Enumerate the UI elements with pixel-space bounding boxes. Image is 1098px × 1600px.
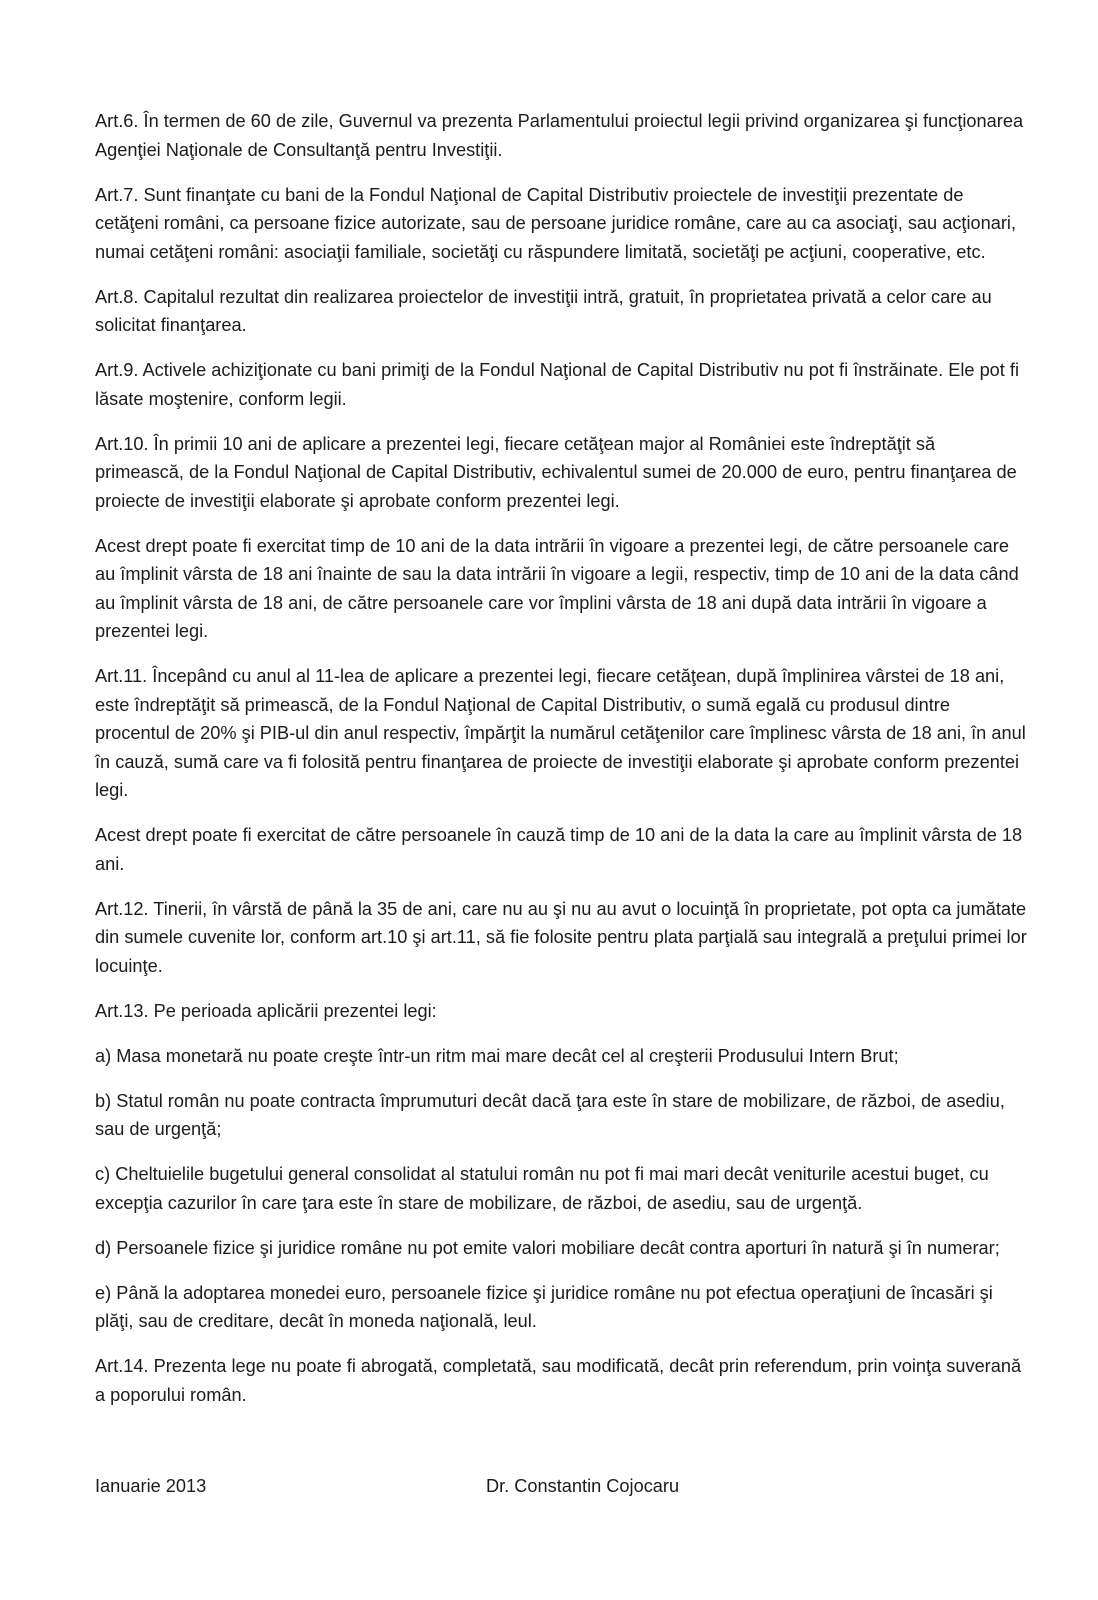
paragraph-art13-c: c) Cheltuielile bugetului general consolidat al statului român nu pot fi mai mari decât veniturile acestui buget, cu excepţia cazurilor în care ţara este în stare de mobilizare, de război, de asediu, sau de urgenţă.	[95, 1164, 989, 1213]
paragraph-art8: Art.8. Capitalul rezultat din realizarea proiectelor de investiţii intră, gratuit, în proprietatea privată a celor care au solicitat finanţarea.	[95, 286, 992, 335]
paragraph-art11: Art.11. Începând cu anul al 11-lea de aplicare a prezentei legi, fiecare cetăţean, după împlinirea vârstei de 18 ani, este îndreptăţit să primească, de la Fondul Naţional de Capital Distributiv, o sumă egală cu produsul dintre procentul de 20% şi PIB-ul din anul respectiv, împărţit la numărul cetăţenilor care împlinesc vârsta de 18 ani, în anul în cauză, sumă care va fi folosită pentru finanţarea de proiecte de investiţii elaborate şi aprobate conform prezentei legi.	[95, 666, 1026, 800]
paragraph-art6: Art.6. În termen de 60 de zile, Guvernul va prezenta Parlamentului proiectul legii privind organizarea şi funcţionarea Agenţiei Naţionale de Consultanţă pentru Investiţii.	[95, 111, 1024, 160]
paragraph-art11-continued: Acest drept poate fi exercitat de către persoanele în cauză timp de 10 ani de la data la care au împlinit vârsta de 18 ani.	[95, 825, 1023, 874]
paragraph-art13: Art.13. Pe perioada aplicării prezentei legi:	[95, 1000, 437, 1021]
paragraph-art13-b: b) Statul român nu poate contracta împrumuturi decât dacă ţara este în stare de mobilizare, de război, de asediu, sau de urgenţă;	[95, 1090, 1005, 1139]
footer-date: Ianuarie 2013	[95, 1476, 207, 1496]
paragraph-art10: Art.10. În primii 10 ani de aplicare a prezentei legi, fiecare cetăţean major al României este îndreptăţit să primească, de la Fondul Naţional de Capital Distributiv, echivalentul sumei de 20.000 de euro, pentru finanţarea de proiecte de investiţii elaborate şi aprobate conform prezentei legi.	[95, 433, 1017, 511]
paragraph-art9: Art.9. Activele achiziţionate cu bani primiţi de la Fondul Naţional de Capital Distributiv nu pot fi înstrăinate. Ele pot fi lăsate moştenire, conform legii.	[95, 360, 1020, 409]
footer-author: Dr. Constantin Cojocaru	[486, 1476, 680, 1496]
paragraph-art13-d: d) Persoanele fizice şi juridice române nu pot emite valori mobiliare decât contra aporturi în natură şi în numerar;	[95, 1237, 1000, 1258]
paragraph-art13-e: e) Până la adoptarea monedei euro, persoanele fizice şi juridice române nu pot efectua operaţiuni de încasări şi plăţi, sau de creditare, decât în moneda naţională, leul.	[95, 1282, 993, 1331]
paragraph-art10-continued: Acest drept poate fi exercitat timp de 10 ani de la data intrării în vigoare a prezentei legi, de către persoanele care au împlinit vârsta de 18 ani înainte de sau la data intrării în vigoare a legii, respectiv, timp de 10 ani de la data când au împlinit vârsta de 18 ani, de către persoanele care vor împlini vârsta de 18 ani după data intrării în vigoare a prezentei legi.	[95, 535, 1019, 641]
paragraph-art13-a: a) Masa monetară nu poate creşte într-un ritm mai mare decât cel al creşterii Produsului Intern Brut;	[95, 1045, 899, 1066]
paragraph-art7: Art.7. Sunt finanţate cu bani de la Fondul Naţional de Capital Distributiv proiectele de investiţii prezentate de cetăţeni români, ca persoane fizice autorizate, sau de persoane juridice române, care au ca asociaţi, sau acţionari, numai cetăţeni români: asociaţii familiale, societăţi cu răspundere limitată, societăţi pe acţiuni, cooperative, etc.	[95, 184, 1016, 262]
document-footer	[95, 1472, 1028, 1502]
paragraph-art14: Art.14. Prezenta lege nu poate fi abrogată, completată, sau modificată, decât prin referendum, prin voinţa suverană a poporului român.	[95, 1356, 1022, 1405]
paragraph-art12: Art.12. Tinerii, în vârstă de până la 35 de ani, care nu au şi nu au avut o locuinţă în proprietate, pot opta ca jumătate din sumele cuvenite lor, conform art.10 şi art.11, să fie folosite pentru plata parţială sau integrală a preţului primei lor locuinţe.	[95, 898, 1027, 976]
